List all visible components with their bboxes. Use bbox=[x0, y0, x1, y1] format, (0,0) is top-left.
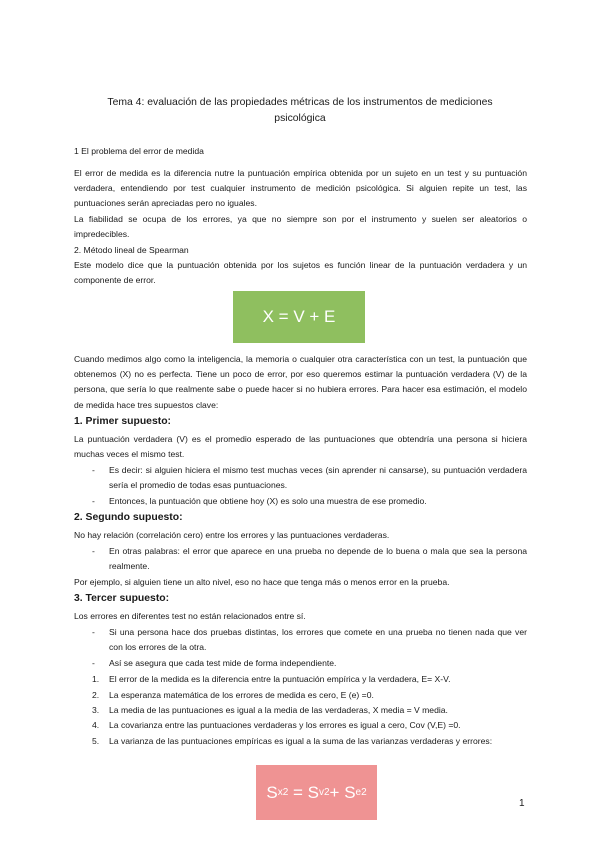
section-2-heading: 2. Método lineal de Spearman bbox=[74, 245, 189, 255]
title-line-1: Tema 4: evaluación de las propiedades métricas de los instrumentos de mediciones bbox=[107, 97, 493, 108]
bullet-marker: - bbox=[92, 496, 95, 506]
numbered-item-text: La covarianza entre las puntuaciones verdaderas y los errores es igual a cero, Cov (V,E) =0. bbox=[109, 720, 461, 730]
section-2-paragraph: Este modelo dice que la puntuación obtenida por los sujetos es función linear de la puntuación verdadera y un componente de error. bbox=[74, 260, 527, 286]
formula-x-equals-v-plus-e: X = V + E bbox=[233, 291, 365, 343]
formula-equals: = bbox=[288, 782, 308, 802]
numbered-item bbox=[92, 703, 527, 718]
supuesto-2-heading: 2. Segundo supuesto: bbox=[74, 512, 183, 523]
bullet-marker: - bbox=[92, 658, 95, 668]
numbered-item-number: 2. bbox=[92, 690, 100, 700]
bullet-marker: - bbox=[92, 465, 95, 475]
numbered-item bbox=[92, 688, 527, 703]
bullet-marker: - bbox=[92, 627, 95, 637]
title-line-2: psicológica bbox=[274, 113, 326, 124]
formula-sup-2: 2 bbox=[361, 787, 367, 798]
supuesto-1-bullet bbox=[92, 494, 527, 509]
supuesto-1-bullet bbox=[92, 463, 527, 493]
supuesto-2-paragraph: No hay relación (correlación cero) entre los errores y las puntuaciones verdaderas. bbox=[74, 530, 390, 540]
supuesto-3-heading: 3. Tercer supuesto: bbox=[74, 593, 170, 604]
numbered-item bbox=[92, 672, 527, 687]
supuesto-1-heading: 1. Primer supuesto: bbox=[74, 416, 172, 427]
section-1-paragraph-1: El error de medida es la diferencia nutre la puntuación empírica obtenida por un sujeto en un test y su puntuación verdadera, entendiendo por test cualquier instrumento de medición psicológica. Si alguien repite un test, las puntuaciones serán apreciadas pero no iguales. bbox=[74, 168, 527, 209]
bullet-text: En otras palabras: el error que aparece en una prueba no depende de lo buena o mala que sea la persona realmente. bbox=[109, 546, 527, 572]
numbered-item-number: 1. bbox=[92, 674, 100, 684]
formula-sub-e: e bbox=[355, 787, 362, 798]
formula-s: S bbox=[344, 782, 356, 802]
formula-s: S bbox=[266, 782, 278, 802]
numbered-item-text: La esperanza matemática de los errores de medida es cero, E (e) =0. bbox=[109, 690, 374, 700]
section-1-paragraph-2: La fiabilidad se ocupa de los errores, ya que no siempre son por el instrumento y suelen ser aleatorios o impredecibles. bbox=[74, 214, 527, 240]
supuesto-1-paragraph: La puntuación verdadera (V) es el promedio esperado de las puntuaciones que obtendría una persona si hiciera muchas veces el mismo test. bbox=[74, 434, 527, 460]
bullet-text: Si una persona hace dos pruebas distintas, los errores que comete en una prueba no tienen nada que ver con los errores de la otra. bbox=[109, 627, 527, 653]
numbered-item-text: La varianza de las puntuaciones empíricas es igual a la suma de las varianzas verdaderas y errores: bbox=[109, 736, 493, 746]
numbered-item-number: 3. bbox=[92, 705, 100, 715]
formula-sub-x: x bbox=[277, 787, 283, 798]
supuesto-3-bullet bbox=[92, 625, 527, 655]
numbered-item bbox=[92, 734, 527, 749]
formula-sup-2: 2 bbox=[323, 787, 330, 798]
formula-variance-sum bbox=[256, 765, 377, 820]
numbered-item-number: 5. bbox=[92, 736, 100, 746]
supuesto-3-bullet bbox=[92, 656, 527, 671]
supuesto-3-paragraph: Los errores en diferentes test no están relacionados entre sí. bbox=[74, 611, 306, 621]
bullet-text: Entonces, la puntuación que obtiene hoy (X) es solo una muestra de ese promedio. bbox=[109, 496, 427, 506]
formula-plus: + bbox=[329, 782, 345, 802]
supuesto-2-bullet bbox=[92, 544, 527, 574]
formula-s: S bbox=[307, 782, 319, 802]
numbered-item-text: La media de las puntuaciones es igual a la media de las verdaderas, X media = V media. bbox=[109, 705, 448, 715]
intro-paragraph: Cuando medimos algo como la inteligencia, la memoria o cualquier otra característica con un test, la puntuación que obtenemos (X) no es perfecta. Tiene un poco de error, por eso queremos estimar la puntuación verdadera (V) de la persona, que sería lo que realmente sabe o puede hacer si no hubiera errores. Para hacer esa estimación, el modelo de medida hace tres supuestos clave: bbox=[74, 354, 527, 410]
numbered-item-number: 4. bbox=[92, 720, 100, 730]
numbered-item bbox=[92, 718, 527, 733]
section-1-heading: 1 El problema del error de medida bbox=[74, 146, 204, 156]
bullet-text: Es decir: si alguien hiciera el mismo test muchas veces (sin aprender ni cansarse), su puntuación verdadera sería el promedio de todas esas puntuaciones. bbox=[109, 465, 527, 491]
supuesto-2-example: Por ejemplo, si alguien tiene un alto nivel, eso no hace que tenga más o menos error en la prueba. bbox=[74, 577, 450, 587]
numbered-item-text: El error de la medida es la diferencia entre la puntuación empírica y la verdadera, E= X-V. bbox=[109, 674, 451, 684]
formula-sub-v: v bbox=[318, 787, 324, 798]
document-title bbox=[0, 95, 600, 127]
bullet-marker: - bbox=[92, 546, 95, 556]
bullet-text: Así se asegura que cada test mide de forma independiente. bbox=[109, 658, 337, 668]
formula-sup-2: 2 bbox=[282, 787, 289, 798]
page-number: 1 bbox=[519, 798, 525, 809]
